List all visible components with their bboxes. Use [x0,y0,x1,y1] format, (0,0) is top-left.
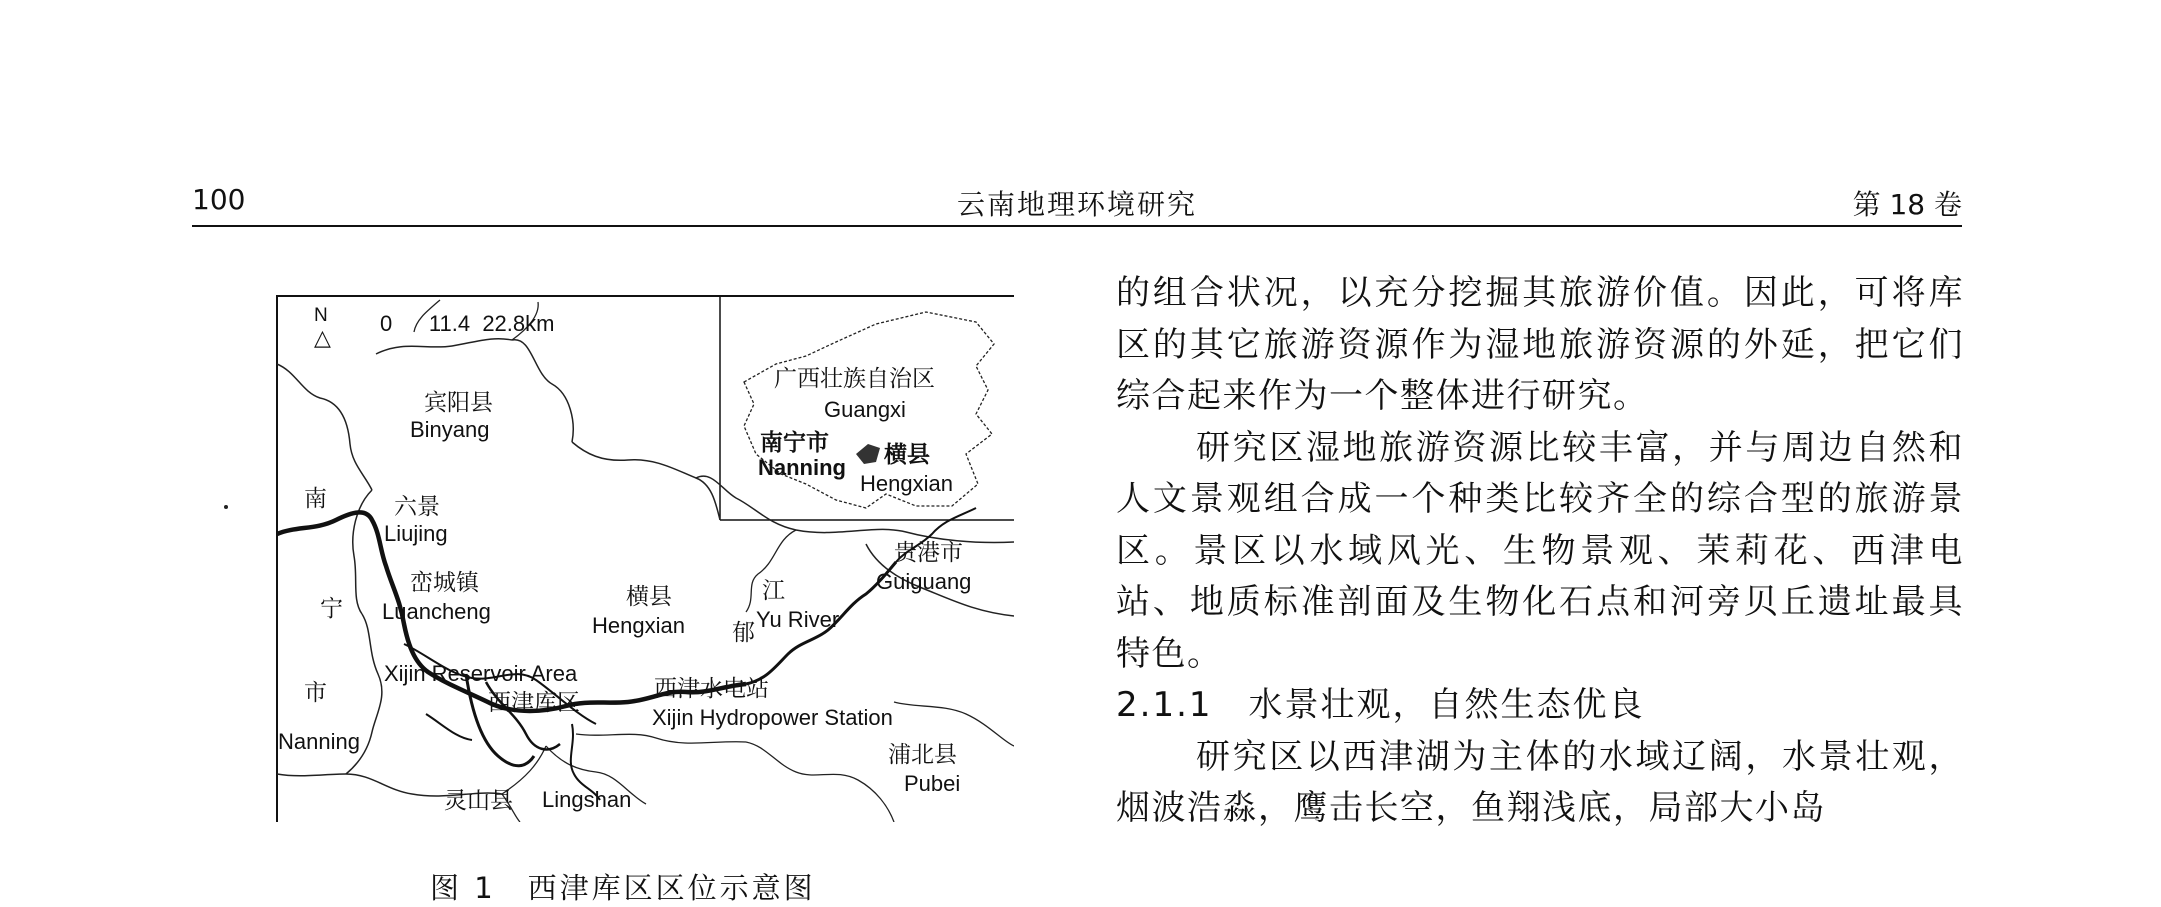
label-nan: 南 [304,485,327,511]
label-guigang-en: Guiguang [876,569,972,594]
label-yu: 郁 [732,619,755,645]
body-text-column [1116,268,1964,835]
label-station-cn: 西津水电站 [654,675,769,701]
figure-caption: 图 1 西津库区区位示意图 [430,871,816,905]
label-hengxian-inset-en: Hengxian [860,471,953,496]
label-hengxian-inset-cn: 横县 [884,441,930,467]
stray-mark [224,505,228,509]
label-jiang: 江 [762,577,785,603]
label-station-en: Xijin Hydropower Station [652,705,893,730]
page-header [192,183,1962,227]
label-pubei-en: Pubei [904,771,961,796]
label-pubei-cn: 浦北县 [888,741,957,767]
label-xijin-area-cn: 西津库区 [488,689,580,715]
paragraph-2: 研究区湿地旅游资源比较丰富，并与周边自然和人文景观组合成一个种类比较齐全的综合型的旅游景区。景区以水域风光、生物景观、茉莉花、西津电站、地质标准剖面及生物化石点和河旁贝丘遗址最具特色。 [1116,427,1964,674]
label-guangxi-en: Guangxi [824,397,906,422]
label-ning: 宁 [320,595,343,621]
label-shi: 市 [304,679,327,705]
label-yu-river: Yu River [756,607,840,632]
label-nanning-inset-cn: 南宁市 [760,429,829,455]
label-luancheng-en: Luancheng [382,599,491,624]
label-guigang-cn: 贵港市 [894,539,963,565]
label-luancheng-cn: 峦城镇 [410,569,479,595]
label-binyang-en: Binyang [410,417,490,442]
location-map-figure [276,294,1014,822]
label-nanning-inset-en: Nanning [758,455,846,480]
label-hengxian-en: Hengxian [592,613,685,638]
section-heading: 2.1.1 水景壮观，自然生态优良 [1116,685,1645,725]
page-number: 100 [192,183,246,216]
label-liujing-cn: 六景 [394,493,440,519]
journal-title: 云南地理环境研究 [956,188,1197,221]
north-arrow: N [314,305,328,326]
label-xijin-area-en: Xijin Reservoir Area [384,661,578,686]
north-arrow-icon: △ [314,325,331,350]
paragraph-1: 的组合状况，以充分挖掘其旅游价值。因此，可将库区的其它旅游资源作为湿地旅游资源的外延，把它们综合起来作为一个整体进行研究。 [1116,273,1964,416]
label-lingshan-cn: 灵山县 [444,787,513,813]
label-nanning-en: Nanning [278,729,360,754]
label-guangxi-cn: 广西壮族自治区 [774,365,935,391]
scale-bar-label: 0 11.4 22.8km [380,311,555,336]
label-liujing-en: Liujing [384,521,448,546]
label-lingshan-en: Lingshan [542,787,632,812]
paragraph-3: 研究区以西津湖为主体的水域辽阔，水景壮观，烟波浩淼，鹰击长空，鱼翔浅底，局部大小岛 [1116,736,1964,828]
volume-label: 第 18 卷 [1852,188,1962,221]
label-hengxian-cn: 横县 [626,583,672,609]
label-binyang-cn: 宾阳县 [424,389,493,415]
